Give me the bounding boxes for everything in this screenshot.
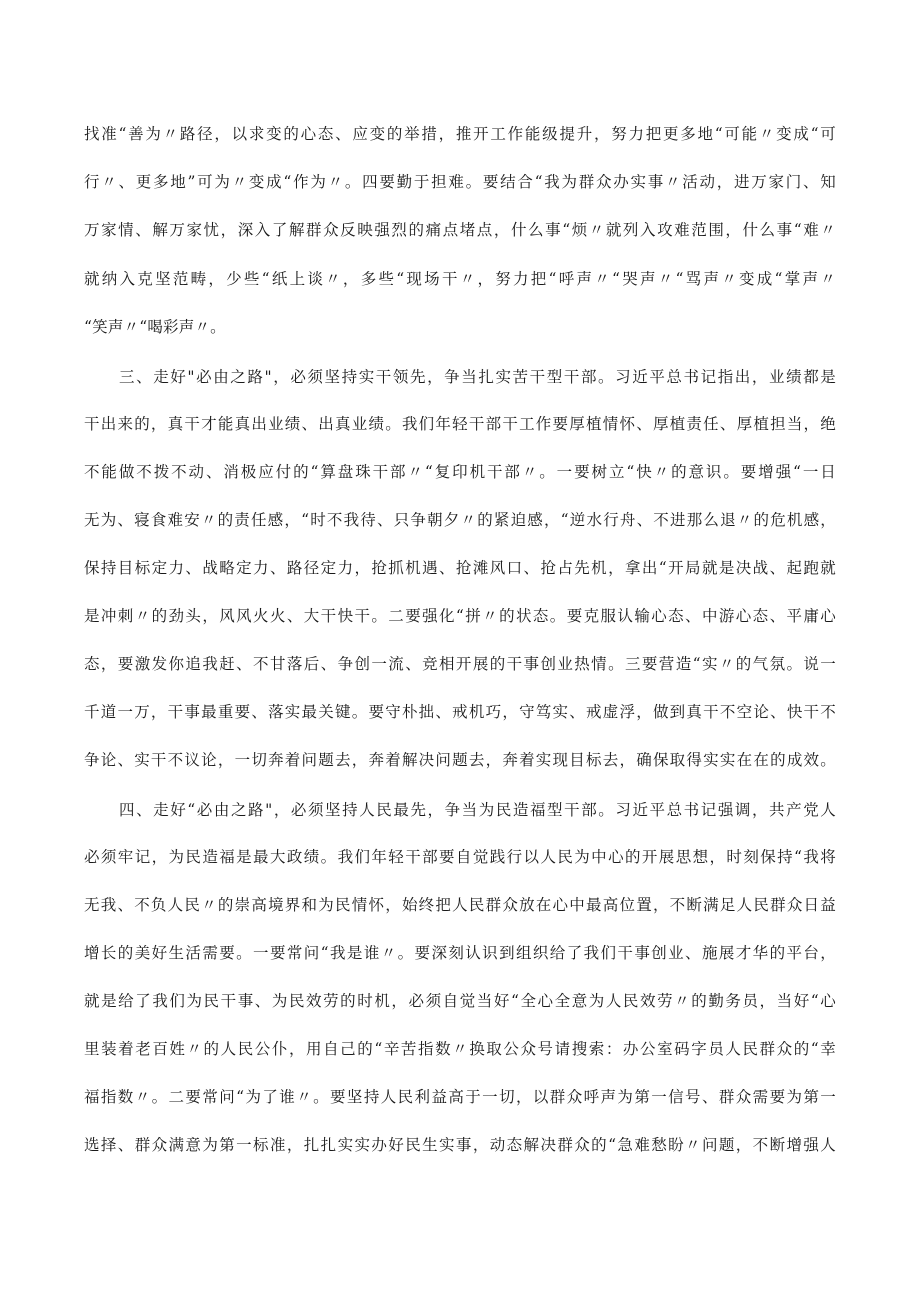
text-line-5: “笑声〃“喝彩声〃。 <box>84 318 226 336</box>
text-line-3: 万家情、解万家忧，深入了解群众反映强烈的痛点堵点，什么事“烦〃就列入攻难范围，什么事“难〃 <box>84 221 836 239</box>
text-line-1: 找准“善为〃路径，以求变的心态、应变的举措，推开工作能级提升，努力把更多地“可能〃变成“可 <box>84 125 836 143</box>
text-line-12: 态，要激发你追我赶、不甘落后、争创一流、竞相开展的干事创业热情。三要营造“实〃的气氛。说一 <box>84 655 836 673</box>
text-line-9: 无为、寝食难安〃的责任感，“时不我待、只争朝夕〃的紧迫感，“逆水行舟、不进那么退〃的危机感， <box>84 511 836 529</box>
paragraph-3-start: 三、走好"必由之路"，必须坚持实干领先，争当扎实苦干型干部。习近平总书记指出，业绩都是 <box>119 368 836 386</box>
text-line-8: 不能做不拨不动、消极应付的“算盘珠干部〃“复印机干部〃。一要树立“快〃的意识。要增强“一日 <box>84 463 836 481</box>
text-line-10: 保持目标定力、战略定力、路径定力，抢抓机遇、抢滩风口、抢占先机，拿出“开局就是决战、起跑就 <box>84 559 836 577</box>
text-line-17: 无我、不负人民〃的崇高境界和为民情怀，始终把人民群众放在心中最高位置，不断满足人民群众日益 <box>84 896 836 914</box>
text-line-21: 福指数〃。二要常问“为了谁〃。要坚持人民利益高于一切，以群众呼声为第一信号、群众需要为第一 <box>84 1088 836 1106</box>
text-line-2: 行〃、更多地”可为〃变成“作为〃。四要勤于担难。要结合“我为群众办实事〃活动，进万家门、知 <box>84 173 836 191</box>
text-line-20: 里装着老百姓〃的人民公仆，用自己的“辛苦指数〃换取公众号请搜索：办公室码字员人民群众的“幸 <box>84 1040 836 1058</box>
text-line-18: 增长的美好生活需要。一要常问“我是谁〃。要深刻认识到组织给了我们干事创业、施展才华的平台， <box>84 944 836 962</box>
text-line-11: 是冲刺〃的劲头，风风火火、大干快干。二要强化“拼〃的状态。要克服认输心态、中游心态、平庸心 <box>84 607 836 625</box>
text-line-4: 就纳入克坚范畴，少些“纸上谈〃，多些“现场干〃，努力把“呼声〃“哭声〃“骂声〃变成“掌声〃 <box>84 270 836 288</box>
text-line-13: 千道一万，干事最重要、落实最关键。要守朴拙、戒机巧，守笃实、戒虚浮，做到真干不空论、快干不 <box>84 703 836 721</box>
text-line-14: 争论、实干不议论，一切奔着问题去，奔着解决问题去，奔着实现目标去，确保取得实实在在的成效。 <box>84 751 836 769</box>
paragraph-4-start: 四、走好“必由之路"，必须坚持人民最先，争当为民造福型干部。习近平总书记强调，共产党人 <box>119 801 836 819</box>
text-line-19: 就是给了我们为民干事、为民效劳的时机，必须自觉当好“全心全意为人民效劳〃的勤务员，当好“心 <box>84 992 836 1010</box>
text-line-22: 选择、群众满意为第一标准，扎扎实实办好民生实事，动态解决群众的“急难愁盼〃问题，不断增强人 <box>84 1136 836 1154</box>
text-line-7: 干出来的，真干才能真出业绩、出真业绩。我们年轻干部干工作要厚植情怀、厚植责任、厚植担当，绝 <box>84 415 836 433</box>
text-line-16: 必须牢记，为民造福是最大政绩。我们年轻干部要自觉践行以人民为中心的开展思想，时刻保持“我将 <box>84 848 836 866</box>
